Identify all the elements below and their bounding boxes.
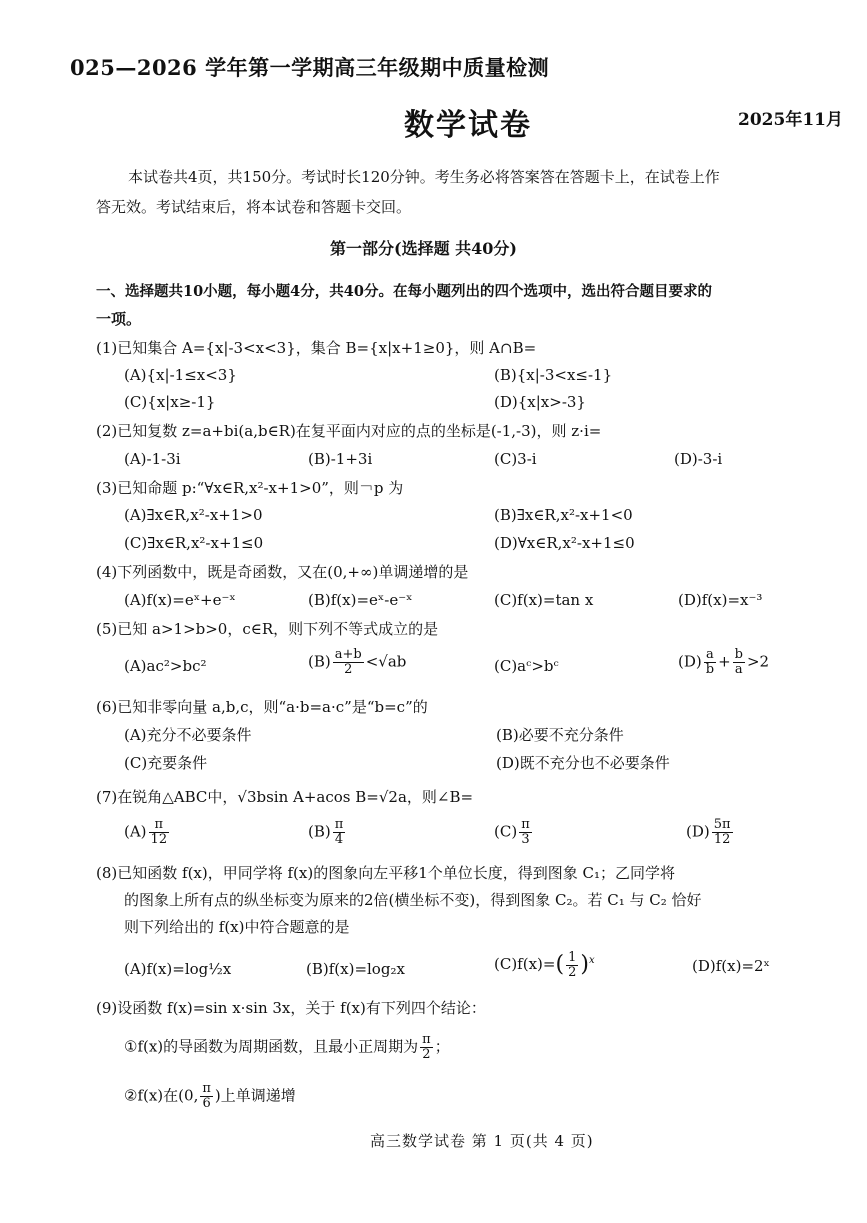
option-label: (C) (494, 822, 518, 841)
question-2-option-d: (D)-3-i (674, 450, 723, 468)
fraction (333, 648, 364, 677)
page-footer: 高三数学试卷 第 1 页(共 4 页) (370, 1132, 594, 1150)
fraction-numerator: π (334, 817, 344, 832)
instructions-line-1: 本试卷共4页，共150分。考试时长120分钟。考生务必将答案答在答题卡上，在试卷上作 (128, 168, 720, 186)
statement-end: 上单调递增 (220, 1086, 296, 1105)
question-5-stem: (5)已知 a>1>b>0，c∈R，则下列不等式成立的是 (96, 620, 439, 638)
question-2-stem: (2)已知复数 z=a+bi(a,b∈R)在复平面内对应的点的坐标是(-1,-3)，则 z·i= (96, 422, 602, 440)
part-intro-line-2: 一项。 (96, 310, 142, 328)
fraction-denominator: 12 (713, 832, 731, 847)
question-5-option-a: (A)ac²>bc² (124, 657, 207, 675)
fraction-numerator: π (422, 1032, 431, 1047)
question-8-line-1: (8)已知函数 f(x)，甲同学将 f(x)的图象向左平移1个单位长度，得到图象 C₁；乙同学将 (96, 864, 676, 882)
question-1-option-d: (D){x|x>-3} (494, 393, 586, 411)
plus-sign: + (718, 652, 731, 671)
question-5-option-b (308, 648, 406, 677)
fraction (420, 1033, 433, 1062)
statement-end: ； (434, 1037, 450, 1056)
fraction-numerator: b (734, 647, 743, 662)
question-1-option-c: (C){x|x≥-1} (124, 393, 216, 411)
fraction-numerator: 5π (713, 817, 731, 832)
question-8-option-d: (D)f(x)=2ˣ (692, 957, 770, 975)
option-label: (D) (686, 822, 710, 841)
fraction-denominator: 2 (568, 964, 577, 980)
fraction (200, 1082, 213, 1111)
part-intro-line-1: 一、选择题共10小题，每小题4分，共40分。在每小题列出的四个选项中，选出符合题目要求的 (96, 283, 712, 300)
exam-header-line: 025—2026 学年第一学期高三年级期中质量检测 (70, 55, 550, 80)
fraction (712, 818, 733, 847)
fraction (333, 818, 346, 847)
question-7-option-c (494, 818, 534, 847)
interval-open: (0, (178, 1086, 199, 1105)
question-5-option-c: (C)aᶜ>bᶜ (494, 657, 559, 675)
question-6-option-d: (D)既不充分也不必要条件 (496, 754, 670, 772)
question-6-option-b: (B)必要不充分条件 (496, 726, 624, 744)
fraction-numerator: π (149, 818, 170, 833)
fraction-denominator: b (705, 662, 715, 677)
question-4-option-d: (D)f(x)=x⁻³ (678, 591, 763, 609)
interval-close: ) (214, 1086, 221, 1105)
fraction-denominator: 2 (344, 662, 353, 677)
question-1-option-a: (A){x|-1≤x<3} (124, 366, 237, 384)
question-3-option-a: (A)∃x∈R,x²-x+1>0 (124, 506, 263, 524)
statement-text: ②f(x)在 (124, 1086, 179, 1105)
question-5-option-d (678, 648, 769, 677)
paren-close: ) (580, 952, 589, 977)
statement-text: ①f(x)的导函数为周期函数，且最小正周期为 (124, 1037, 419, 1056)
question-8-option-c (494, 950, 595, 980)
option-label: (A) (124, 822, 147, 841)
option-label: (C)f(x)= (494, 955, 556, 973)
question-4-stem: (4)下列函数中，既是奇函数，又在(0,+∞)单调递增的是 (96, 563, 469, 581)
question-9-statement-2 (124, 1082, 296, 1111)
fraction-denominator: 3 (521, 832, 530, 847)
fraction-denominator: 12 (150, 832, 168, 847)
question-6-stem: (6)已知非零向量 a,b,c，则“a·b=a·c”是“b=c”的 (96, 698, 428, 716)
question-7-stem: (7)在锐角△ABC中，√3bsin A+acos B=√2a，则∠B= (96, 788, 474, 806)
paren-open: ( (555, 952, 565, 977)
question-8-option-a: (A)f(x)=log½x (124, 960, 232, 978)
fraction-numerator: π (202, 1081, 211, 1096)
question-6-option-a: (A)充分不必要条件 (124, 726, 252, 744)
fraction-numerator: 1 (568, 949, 577, 965)
question-4-option-a: (A)f(x)=eˣ+e⁻ˣ (124, 591, 236, 609)
instructions-line-2: 答无效。考试结束后，将本试卷和答题卡交回。 (96, 198, 412, 216)
question-3-option-c: (C)∃x∈R,x²-x+1≤0 (124, 534, 264, 552)
fraction-numerator: a (704, 648, 716, 663)
question-2-option-b: (B)-1+3i (308, 450, 373, 468)
fraction-numerator: a+b (334, 647, 362, 662)
option-text: <√ab (365, 652, 407, 671)
fraction-numerator: π (521, 817, 530, 832)
fraction (733, 648, 745, 677)
fraction-denominator: 2 (422, 1047, 431, 1062)
question-7-option-d (686, 818, 735, 847)
question-2-option-c: (C)3-i (494, 450, 537, 468)
exponent: x (588, 955, 595, 966)
option-label: (D) (678, 652, 702, 671)
option-text: >2 (746, 652, 770, 671)
fraction-denominator: 4 (334, 832, 344, 847)
question-7-option-a (124, 818, 171, 847)
question-1-option-b: (B){x|-3<x≤-1} (494, 366, 613, 384)
question-7-option-b (308, 818, 347, 847)
question-9-statement-1 (124, 1033, 450, 1062)
question-3-stem: (3)已知命题 p:“∀x∈R,x²-x+1>0”，则￢p 为 (96, 479, 404, 497)
fraction (519, 818, 532, 847)
question-8-option-b: (B)f(x)=log₂x (306, 960, 405, 978)
page-title: 数学试卷 (404, 108, 532, 143)
question-9-stem: (9)设函数 f(x)=sin x·sin 3x，关于 f(x)有下列四个结论： (96, 999, 486, 1017)
question-8-line-2: 的图象上所有点的纵坐标变为原来的2倍(横坐标不变)，得到图象 C₂。若 C₁ 与 C₂ 恰好 (124, 891, 702, 909)
part-heading: 第一部分(选择题 共40分) (330, 239, 517, 258)
question-4-option-b: (B)f(x)=eˣ-e⁻ˣ (308, 591, 413, 609)
exam-date: 2025年11月 (738, 110, 843, 130)
fraction (149, 818, 170, 847)
question-3-option-b: (B)∃x∈R,x²-x+1<0 (494, 506, 633, 524)
question-6-option-c: (C)充要条件 (124, 754, 208, 772)
option-label: (B) (308, 822, 331, 841)
fraction (704, 648, 716, 677)
question-8-line-3: 则下列给出的 f(x)中符合题意的是 (124, 918, 350, 936)
fraction-denominator: a (734, 662, 743, 677)
fraction-denominator: 6 (202, 1096, 211, 1111)
fraction (566, 951, 578, 980)
question-2-option-a: (A)-1-3i (124, 450, 181, 468)
question-4-option-c: (C)f(x)=tan x (494, 591, 594, 609)
question-3-option-d: (D)∀x∈R,x²-x+1≤0 (494, 534, 635, 552)
option-label: (B) (308, 652, 331, 671)
question-1-stem: (1)已知集合 A={x|-3<x<3}，集合 B={x|x+1≥0}，则 A∩B= (96, 339, 537, 357)
